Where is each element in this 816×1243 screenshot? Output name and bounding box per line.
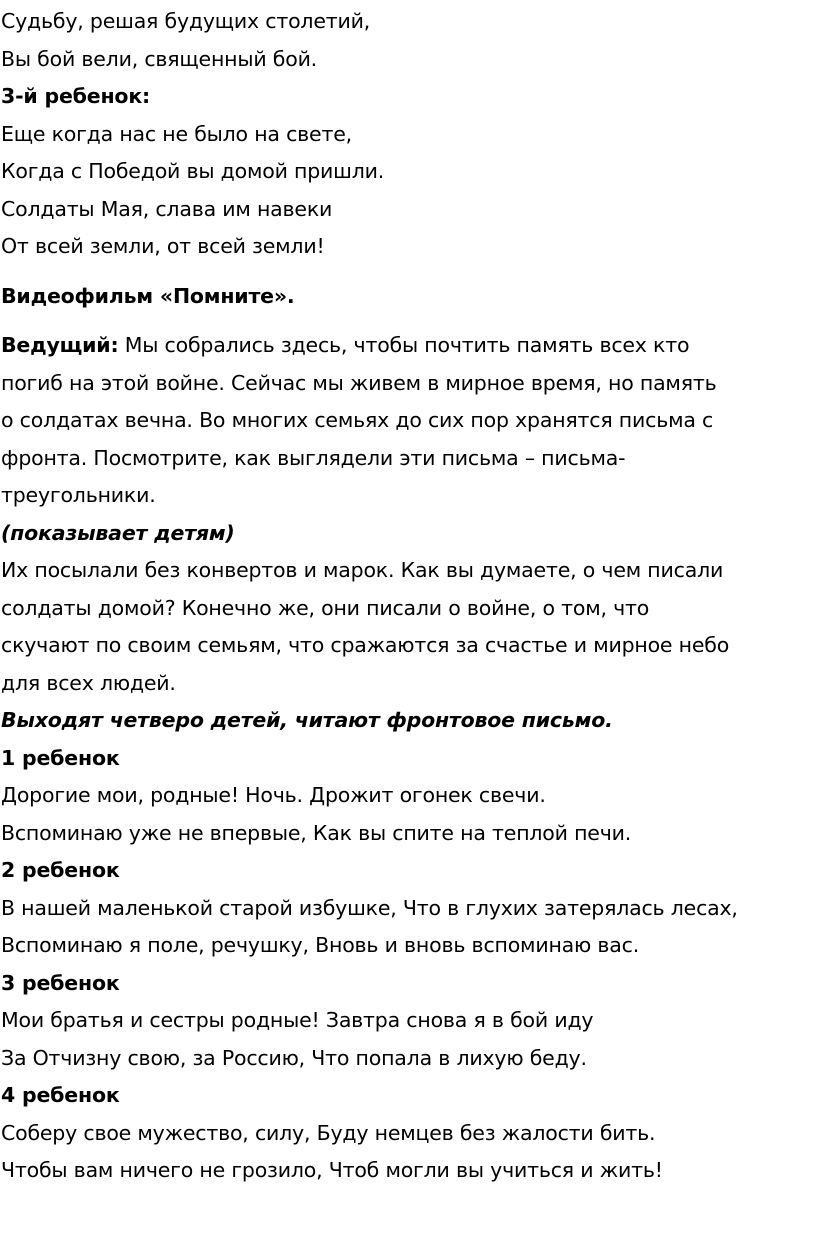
speaker-label: 3-й ребенок:	[1, 84, 151, 108]
host-line: для всех людей.	[1, 670, 176, 695]
host-line: треугольники.	[1, 483, 156, 507]
poem-line: Чтобы вам ничего не грозило, Чтоб могли вы учиться и жить!	[1, 1158, 663, 1182]
speaker-label: 4 ребенок	[1, 1083, 120, 1107]
paragraph-gap	[1, 266, 810, 278]
poem-line: За Отчизну свою, за Россию, Что попала в лихую беду.	[1, 1045, 587, 1070]
host-line: погиб на этой войне. Сейчас мы живем в мирное время, но память	[1, 370, 717, 395]
poem-line: От всей земли, от всей земли!	[1, 234, 325, 258]
stage-direction: (показывает детям)	[1, 520, 235, 545]
speaker-label: 3 ребенок	[1, 970, 120, 995]
host-text: Мы собрались здесь, чтобы почтить память всех кто	[118, 333, 690, 357]
poem-line: Вы бой вели, священный бой.	[1, 46, 318, 71]
poem-line: Вспоминаю я поле, речушку, Вновь и вновь вспоминаю вас.	[1, 933, 640, 957]
poem-line: Судьбу, решая будущих столетий,	[1, 9, 371, 33]
host-line: фронта. Посмотрите, как выглядели эти письма – письма-	[1, 445, 626, 470]
poem-line: Вспоминаю уже не впервые, Как вы спите на теплой печи.	[1, 820, 632, 845]
host-line: о солдатах вечна. Во многих семьях до сих пор хранятся письма с	[1, 408, 714, 432]
poem-line: Когда с Победой вы домой пришли.	[1, 159, 385, 183]
poem-line: Дорогие мои, родные! Ночь. Дрожит огонек свечи.	[1, 783, 546, 807]
host-line: солдаты домой? Конечно же, они писали о войне, о том, что	[1, 595, 650, 620]
child3-verse	[1, 78, 810, 266]
poem-line: Мои братья и сестры родные! Завтра снова я в бой иду	[1, 1008, 594, 1032]
poem-line: Еще когда нас не было на свете,	[1, 121, 352, 146]
front-letter	[1, 740, 810, 1190]
stage-direction: Выходят четверо детей, читают фронтовое письмо.	[1, 708, 613, 732]
stanza-ending	[1, 3, 810, 78]
paragraph-gap	[1, 315, 810, 327]
poem-line: Солдаты Мая, слава им навеки	[1, 196, 333, 221]
speaker-label: 2 ребенок	[1, 858, 120, 882]
speaker-label: Ведущий:	[1, 333, 119, 357]
host-line: Их посылали без конвертов и марок. Как вы думаете, о чем писали	[1, 558, 724, 582]
poem-line: В нашей маленькой старой избушке, Что в глухих затерялась лесах,	[1, 895, 738, 920]
video-section	[1, 278, 810, 316]
poem-line: Соберу свое мужество, силу, Буду немцев без жалости бить.	[1, 1120, 656, 1145]
host-speech	[1, 327, 810, 740]
host-line: скучают по своим семьям, что сражаются за счастье и мирное небо	[1, 633, 730, 657]
video-title: Видеофильм «Помните».	[1, 283, 295, 308]
speaker-label: 1 ребенок	[1, 745, 120, 770]
host-line	[1, 327, 810, 365]
